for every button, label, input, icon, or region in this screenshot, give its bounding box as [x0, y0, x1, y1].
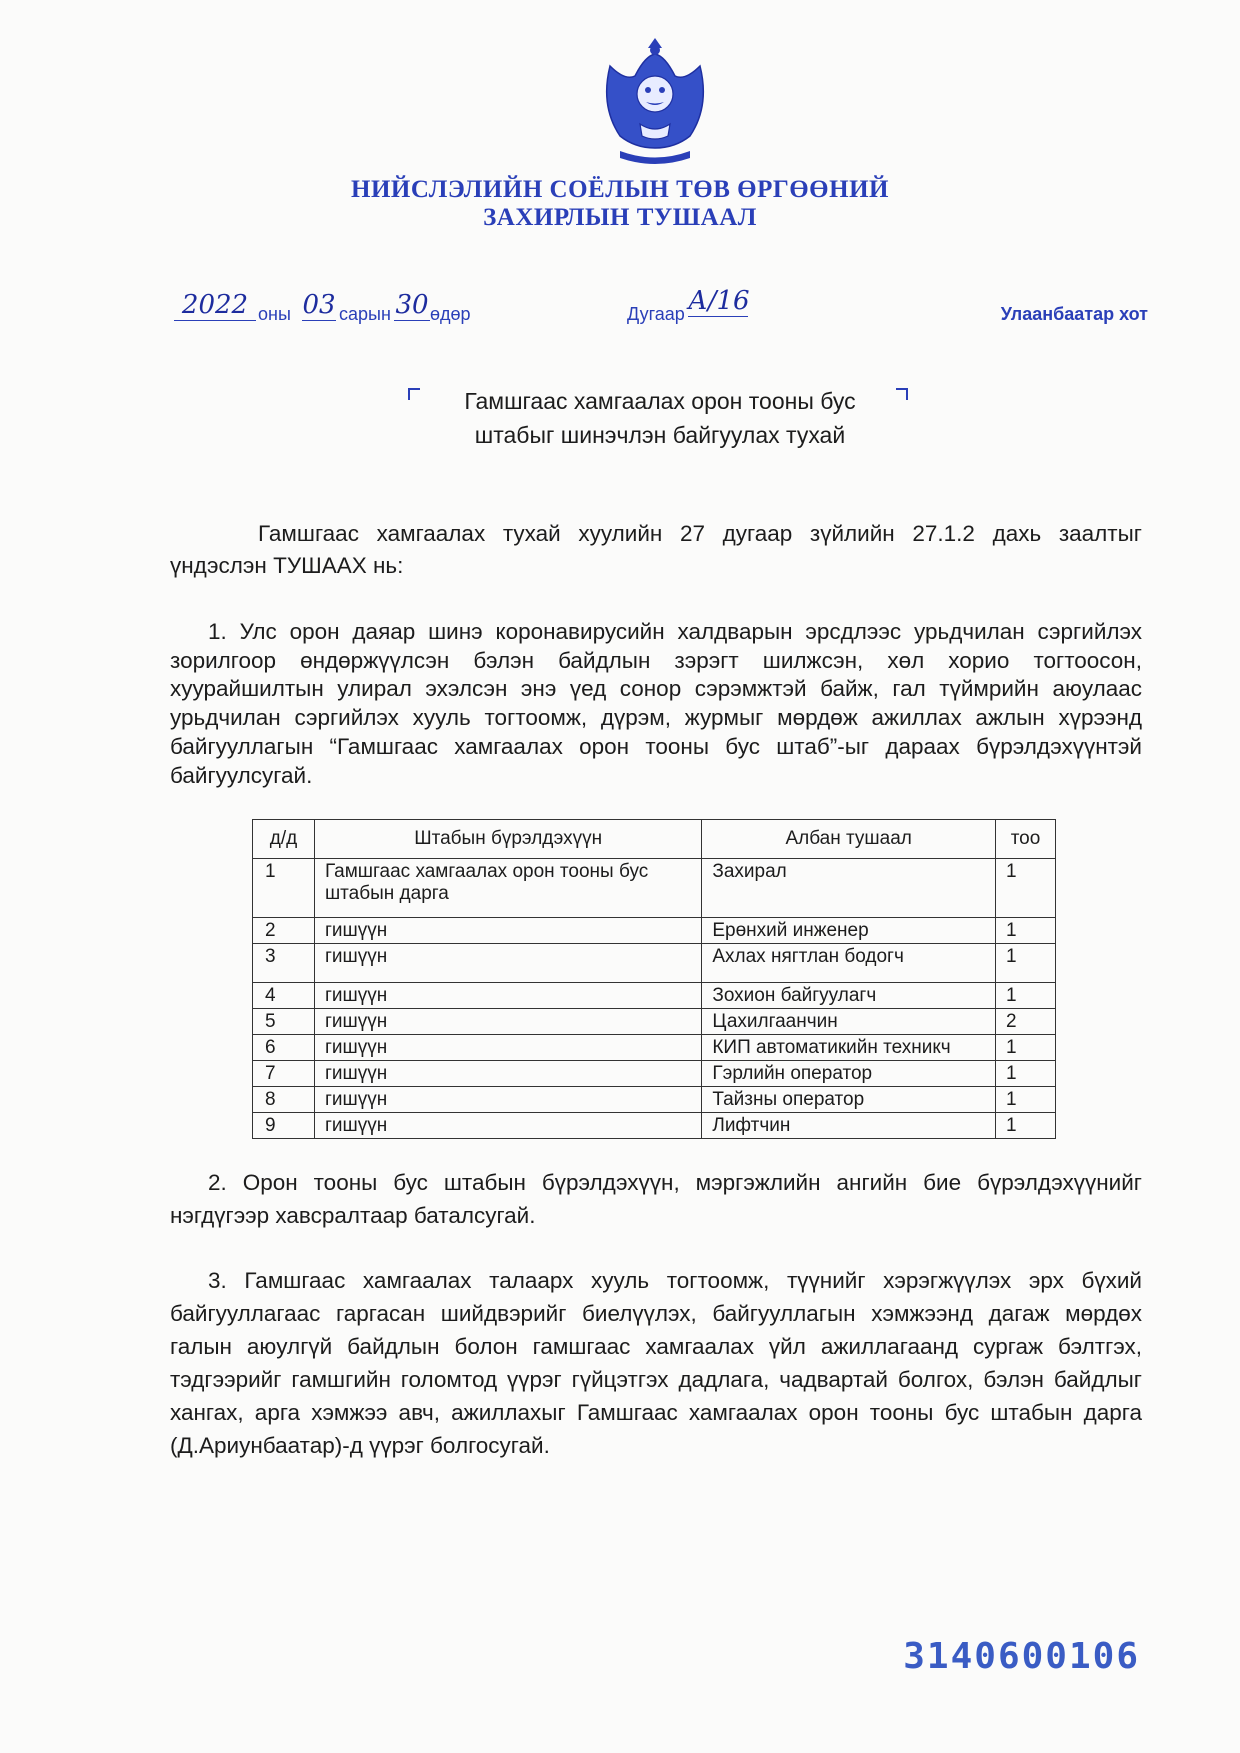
issuer-title-line1: НИЙСЛЭЛИЙН СОЁЛЫН ТӨВ ӨРГӨӨНИЙ — [351, 176, 889, 203]
issuer-title — [300, 176, 940, 232]
cell-position: Ерөнхий инженер — [702, 918, 996, 944]
cell-member: гишүүн — [314, 944, 701, 983]
header-position: Албан тушаал — [702, 820, 996, 859]
cell-count: 1 — [996, 1061, 1056, 1087]
cell-member: гишүүн — [314, 918, 701, 944]
subject-line2: штабыг шинэчлэн байгуулах тухай — [474, 422, 846, 448]
cell-index: 3 — [253, 944, 315, 983]
clause-2: 2. Орон тооны бус штабын бүрэлдэхүүн, мэргэжлийн ангийн бие бүрэлдэхүүнийг нэгдүгээр хавсралтаар баталсугай. — [170, 1170, 1142, 1228]
cell-member: гишүүн — [314, 1113, 701, 1139]
table-row — [253, 944, 1056, 983]
cell-position: Зохион байгуулагч — [702, 983, 996, 1009]
intro-paragraph: Гамшгаас хамгаалах тухай хуулийн 27 дугаар зүйлийн 27.1.2 дахь заалтыг үндэслэн ТУШААХ нь: — [170, 521, 1142, 578]
table-row — [253, 918, 1056, 944]
cell-position: Цахилгаанчин — [702, 1009, 996, 1035]
cell-position: Ахлах нягтлан бодогч — [702, 944, 996, 983]
cell-count: 1 — [996, 944, 1056, 983]
date-month-label: сарын — [339, 304, 391, 324]
subject-line1: Гамшгаас хамгаалах орон тооны бус — [464, 388, 856, 414]
cell-count: 1 — [996, 983, 1056, 1009]
cell-position: Захирал — [702, 859, 996, 918]
cell-count: 2 — [996, 1009, 1056, 1035]
state-emblem-icon — [590, 36, 720, 166]
table-row — [253, 859, 1056, 918]
date-year: 2022 — [174, 290, 256, 321]
cell-index: 6 — [253, 1035, 315, 1061]
cell-member: гишүүн — [314, 1035, 701, 1061]
serial-number-stamp: 3140600106 — [903, 1636, 1140, 1677]
issuer-title-line2: ЗАХИРЛЫН ТУШААЛ — [483, 204, 757, 231]
cell-member: гишүүн — [314, 1061, 701, 1087]
table-row — [253, 1035, 1056, 1061]
cell-position: Тайзны оператор — [702, 1087, 996, 1113]
cell-member: гишүүн — [314, 1009, 701, 1035]
table-row — [253, 1009, 1056, 1035]
cell-index: 9 — [253, 1113, 315, 1139]
header-count: тоо — [996, 820, 1056, 859]
cell-index: 5 — [253, 1009, 315, 1035]
order-subject — [380, 384, 940, 452]
cell-count: 1 — [996, 1035, 1056, 1061]
cell-position: КИП автоматикийн техникч — [702, 1035, 996, 1061]
clause-3: 3. Гамшгаас хамгаалах талаарх хууль тогтоомж, түүнийг хэрэгжүүлэх эрх бүхий байгууллагаас гаргасан шийдвэрийг биелүүлэх, байгууллагын хэмжээнд дагаж мөрдөх галын аюулгүй байдлын болон гамшгаас хамгаалах үйл ажиллагаанд сургаж бэлтгэх, тэдгээрийг гамшгийн голомтод үүрэг гүйцэтгэх дадлага, чадвартай болгох, бэлэн байдлыг хангах, арга хэмжээ авч, ажиллахыг Гамшгаас хамгаалах орон тооны бус штабын дарга (Д.Ариунбаатар)-д үүрэг болгосугай. — [170, 1268, 1142, 1458]
clause-1: 1. Улс орон даяар шинэ коронавирусийн халдварын эрсдлээс урьдчилан сэргийлэх зорилгоор өндөржүүлсэн бэлэн байдлын зэрэгт шилжсэн, хөл хорио тогтоосон, хуурайшилтын улирал эхэлсэн энэ үед сонор сэрэмжтэй байж, гал түймрийн аюулаас урьдчилан сэргийлэх хууль тогтоомж, дүрэм, журмыг мөрдөж ажиллах ажлын хүрээнд байгууллагын “Гамшгаас хамгаалах орон тооны бус штаб”-ыг дараах бүрэлдэхүүнтэй байгуулсугай. — [170, 619, 1142, 788]
header-member: Штабын бүрэлдэхүүн — [314, 820, 701, 859]
cell-index: 2 — [253, 918, 315, 944]
cell-count: 1 — [996, 918, 1056, 944]
cell-index: 1 — [253, 859, 315, 918]
cell-index: 8 — [253, 1087, 315, 1113]
table-row — [253, 983, 1056, 1009]
table-header-row — [253, 820, 1056, 859]
cell-position: Гэрлийн оператор — [702, 1061, 996, 1087]
table-row — [253, 1061, 1056, 1087]
table-row — [253, 1113, 1056, 1139]
date-day-label: өдөр — [430, 304, 471, 324]
cell-index: 4 — [253, 983, 315, 1009]
order-number: А/16 — [688, 286, 750, 316]
cell-count: 1 — [996, 1113, 1056, 1139]
cell-member: гишүүн — [314, 1087, 701, 1113]
date-day: 30 — [395, 290, 429, 320]
cell-count: 1 — [996, 1087, 1056, 1113]
issue-city: Улаанбаатар хот — [1000, 304, 1148, 324]
date-month: 03 — [302, 290, 336, 320]
cell-member: гишүүн — [314, 983, 701, 1009]
cell-member: Гамшгаас хамгаалах орон тооны бус штабын дарга — [314, 859, 701, 918]
date-year-label: оны — [258, 304, 291, 324]
header-index: д/д — [253, 820, 315, 859]
order-number-label: Дугаар — [627, 304, 685, 324]
date-number-line — [0, 286, 1240, 330]
table-row — [253, 1087, 1056, 1113]
cell-position: Лифтчин — [702, 1113, 996, 1139]
staff-table — [252, 819, 1056, 1139]
cell-index: 7 — [253, 1061, 315, 1087]
cell-count: 1 — [996, 859, 1056, 918]
